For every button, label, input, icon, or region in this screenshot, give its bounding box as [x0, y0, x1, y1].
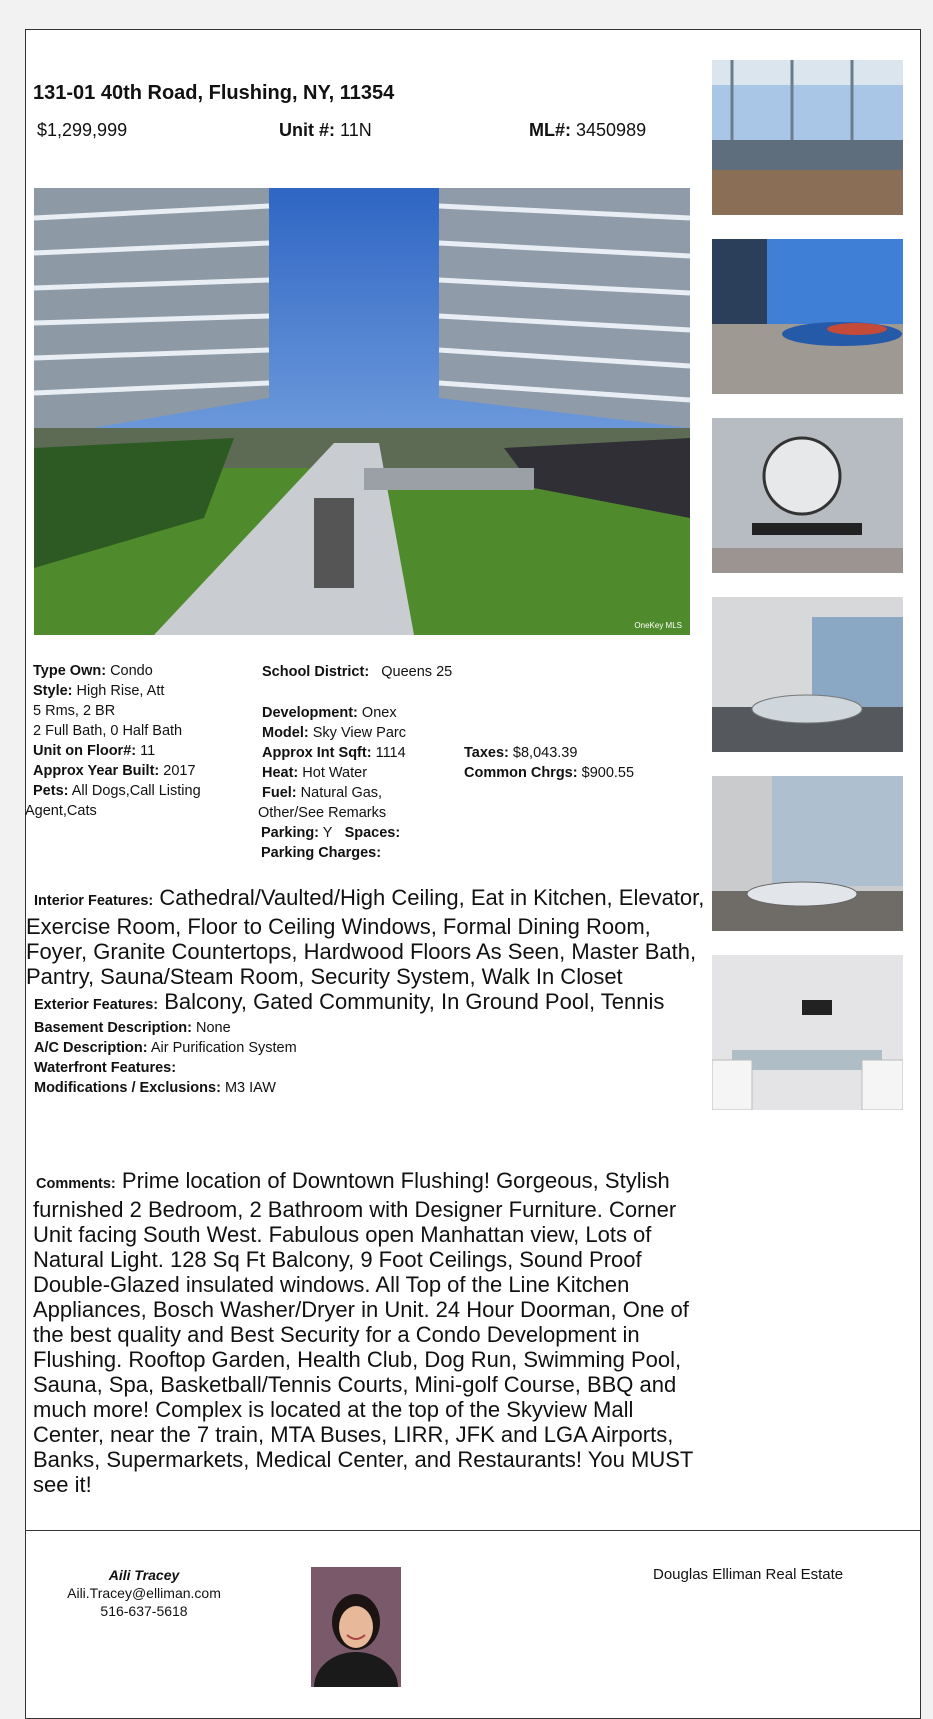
agent-contact — [64, 1566, 224, 1620]
mls-number — [529, 120, 646, 141]
waterfront-features: Waterfront Features: — [34, 1060, 177, 1076]
unit-label: Unit #: — [279, 120, 335, 140]
fact-rooms: 5 Rms, 2 BR — [33, 703, 116, 719]
comments-block — [33, 1168, 703, 1497]
modifications-exclusions: Modifications / Exclusions: M3 IAW — [34, 1080, 276, 1096]
fact-common-charges: Common Chrgs: $900.55 — [464, 765, 635, 781]
fact-type-own: Type Own: Condo — [33, 663, 153, 679]
interior-features: Interior Features: Cathedral/Vaulted/High Ceiling, Eat in Kitchen, Elevator, Exercise Room, Floor to Ceiling Windows, Formal Dining Room, Foyer, Granite Countertops, Hardwood Floors As Seen, Master Bath, Pantry, Sauna/Steam Room, Security System, Walk In Closet — [26, 885, 705, 989]
thumb-rooftop-deck — [712, 60, 903, 215]
exterior-features: Exterior Features: Balcony, Gated Community, In Ground Pool, Tennis — [34, 989, 665, 1014]
basement-description: Basement Description: None — [34, 1020, 231, 1036]
fact-model: Model: Sky View Parc — [262, 725, 406, 741]
fact-taxes: Taxes: $8,043.39 — [464, 745, 578, 761]
footer-divider — [26, 1530, 920, 1531]
agent-email[interactable]: Aili.Tracey@elliman.com — [67, 1585, 221, 1601]
unit-number — [279, 120, 372, 141]
comments-text: Prime location of Downtown Flushing! Gorgeous, Stylish furnished 2 Bedroom, 2 Bathroom with Designer Furniture. Corner Unit facing South West. Fabulous open Manhattan view, Lots of Natural Light. 128 Sq Ft Balcony, 9 Foot Ceilings, Sound Proof Double-Glazed insulated windows. All Top of the Line Kitchen Appliances, Bosch Washer/Dryer in Unit. 24 Hour Doorman, One of the best quality and Best Security for a Condo Development in Flushing. Rooftop Garden, Health Club, Dog Run, Swimming Pool, Sauna, Spa, Basketball/Tennis Courts, Mini-golf Course, BBQ and much more! Complex is located at the top of the Skyview Mall Center, near the 7 train, MTA Buses, LIRR, JFK and LGA Airports, Banks, Supermarkets, Medical Center, and Restaurants! You MUST see it! — [33, 1168, 693, 1497]
thumb-rooftop-court — [712, 239, 903, 394]
fact-baths: 2 Full Bath, 0 Half Bath — [33, 723, 183, 739]
features-block — [26, 885, 706, 1098]
fact-parking: Parking: Y Spaces: — [261, 825, 401, 841]
fact-style: Style: High Rise, Att — [33, 683, 165, 699]
fact-year-built: Approx Year Built: 2017 — [33, 763, 196, 779]
thumb-dining-chairs — [712, 955, 903, 1110]
mls-label: ML#: — [529, 120, 571, 140]
fact-parking-charges: Parking Charges: — [261, 845, 382, 861]
unit-value: 11N — [340, 120, 372, 140]
brokerage-name: Douglas Elliman Real Estate — [653, 1566, 844, 1583]
listing-address: 131-01 40th Road, Flushing, NY, 11354 — [33, 82, 395, 104]
ac-description: A/C Description: Air Purification System — [34, 1040, 297, 1056]
fact-unit-floor: Unit on Floor#: 11 — [33, 743, 156, 759]
fact-heat: Heat: Hot Water — [262, 765, 368, 781]
fact-development: Development: Onex — [262, 705, 397, 721]
listing-price: $1,299,999 — [37, 120, 128, 140]
photo-watermark: OneKey MLS — [634, 621, 682, 630]
agent-photo — [311, 1567, 401, 1687]
comments-label: Comments: — [36, 1176, 116, 1192]
fact-pets-cont: Agent,Cats — [25, 803, 97, 819]
fact-school-district: School District: Queens 25 — [262, 664, 453, 680]
fact-pets: Pets: All Dogs,Call Listing — [33, 783, 201, 799]
fact-sqft: Approx Int Sqft: 1114 — [262, 745, 406, 761]
listing-sheet — [25, 29, 921, 1719]
fact-fuel-cont: Other/See Remarks — [258, 805, 387, 821]
mls-value: 3450989 — [576, 120, 647, 140]
agent-phone[interactable]: 516-637-5618 — [100, 1603, 188, 1619]
fact-fuel: Fuel: Natural Gas, — [262, 785, 383, 801]
thumb-foyer-mirror — [712, 418, 903, 573]
agent-name: Aili Tracey — [108, 1567, 180, 1583]
thumb-dining-room — [712, 597, 903, 752]
hero-photo — [34, 188, 690, 635]
thumb-dining-table — [712, 776, 903, 931]
